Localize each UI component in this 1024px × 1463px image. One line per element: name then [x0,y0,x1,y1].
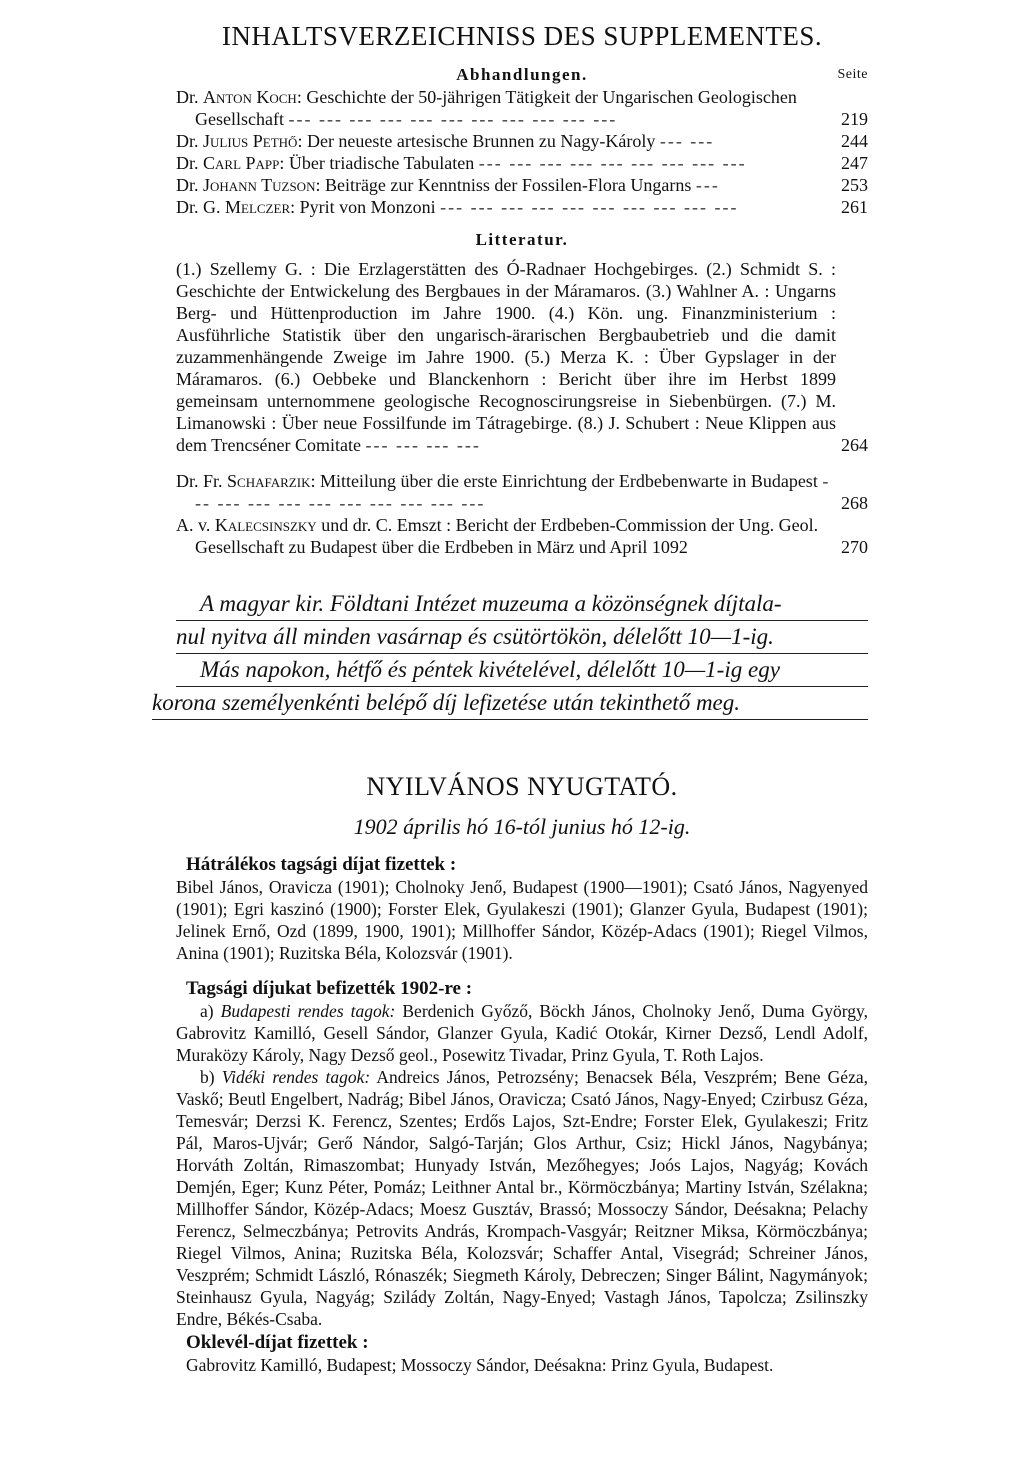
entry-prefix: Dr. G. [176,197,221,217]
budapesti-tagok [176,1000,868,1066]
entry-prefix: Dr. [176,175,199,195]
litteratur-page: 264 [841,435,868,455]
nyugtato-title: NYILVÁNOS NYUGTATÓ. [366,772,678,801]
oklevel-heading: Oklevél-díjat fizettek : [186,1332,369,1353]
entry-title: : Beiträge zur Kenntniss der Fossilen-Flora Ungarns [315,175,692,195]
page-title: INHALTSVERZEICHNISS DES SUPPLEMENTES. [221,21,823,51]
entry-page: 244 [841,131,868,151]
abhandlungen-label: Abhandlungen. [456,65,588,84]
entry-title: : Geschichte der 50-jährigen Tätigkeit der Ungarischen Geologischen Gesellschaft [195,87,797,129]
entry-title: und dr. C. Emszt : Bericht der Erdbeben-Commission der Ung. Geol. Gesellschaft zu Budapest über die Erdbeben in März und April 1092 [195,515,819,557]
seite-label: Seite [837,67,868,82]
entry-author: Julius Pethő [203,131,298,151]
videki-list: Andreics János, Petrozsény; Benacsek Béla, Veszprém; Bene Géza, Vaskő; Beutl Engelbert, Nadrág; Bibel János, Oravicza; Csató János, Nagy-Enyed; Czirbusz Géza, Temesvár; Derzsi K. Ferencz, Szentes; Erdős Lajos, Szt-Endre; Forster Elek, Gyulakeszi; Fritz Pál, Maros-Ujvár; Gerő Nándor, Salgó-Tarján; Glos Arthur, Csiz; Hickl János, Nagybánya; Horváth Zoltán, Rimaszombat; Hunyady István, Mezőhegyes; Joós Lajos, Nagyág; Kovách Demjén, Eger; Kunz Péter, Pomáz; Leithner Antal br., Körmöczbánya; Martiny István, Szélakna; Millhoffer Sándor, Közép-Adacs; Moesz Gusztáv, Brassó; Mossoczy Sándor, Deésakna; Pelachy Ferencz, Selmeczbánya; Petrovits András, Krompach-Vasgyár; Reitzner Miksa, Körmöczbánya; Riegel Vilmos, Anina; Ruzitska Béla, Kolozsvár; Schaffer Antal, Visegrád; Schreiner János, Veszprém; Schmidt László, Rónaszék; Siegmeth Károly, Debreczen; Singer Bálint, Nagymányok; Steinhausz Gyula, Nagyág; Szilády Zoltán, Nagy-Enyed; Vastagh János, Tapolcza; Zsilinszky Endre, Békés-Csaba. [176,1067,868,1329]
entry-author: Kalecsinszky [214,515,317,535]
toc-entry[interactable] [176,86,868,130]
entry-title: : Pyrit von Monzoni [290,197,436,217]
litteratur-heading: Litteratur. [475,230,569,249]
hatralekos-heading: Hátrálékos tagsági díjat fizettek : [186,854,457,875]
entry-page: 268 [841,493,868,513]
entry-prefix: Dr. Fr. [176,471,223,491]
museum-notice [152,588,868,720]
litteratur-text: (1.) Szellemy G. : Die Erzlagerstätten des Ó-Radnaer Hochgebirges. (2.) Schmidt S. : Geschichte der Entwickelung des Bergbaues in der Máramaros. (3.) Wahlner A. : Ungarns Berg- und Hüttenproduction im Jahre 1900. (4.) Kön. ung. Finanzministerium : Ausführliche Statistik über den ungarisch-ärarischen Bergbaubetrieb und die damit zuzammenhängende Zweige im Jahre 1900. (5.) Merza K. : Über Gypslager in der Máramaros. (6.) Oebbeke und Blanckenhorn : Bericht über ihre im Herbst 1899 gemeinsam unternommene geologische Recognoscirungsreise in Siebenbürgen. (7.) M. Limanowski : Über neue Fossilfunde im Tátragebirge. (8.) J. Schubert : Neue Klippen aus dem Trencséner Comitate [176,259,836,455]
entry-prefix: Dr. [176,153,199,173]
videki-label: Vidéki rendes tagok: [221,1067,371,1087]
videki-tagok [176,1066,868,1330]
tagsagi-heading: Tagsági díjukat befizették 1902-re : [186,978,473,999]
leader-dots: --- --- --- --- --- --- --- --- --- [478,153,747,173]
entry-page: 219 [841,109,868,129]
videki-prefix: b) [200,1067,215,1087]
toc-entry[interactable] [176,196,868,218]
hatralekos-list: Bibel János, Oravicza (1901); Cholnoky Jenő, Budapest (1900—1901); Csató János, Nagyenyed (1901); Egri kaszinó (1900); Forster Elek, Gyulakeszi (1901); Glanzer Gyula, Budapest (1901); Jelinek Ernő, Ozd (1899, 1900, 1901); Millhoffer Sándor, Közép-Adacs (1901); Riegel Vilmos, Anina (1901); Ruzitska Béla, Kolozsvár (1901). [176,877,868,963]
leader-dots: --- --- --- --- --- --- --- --- --- --- --- [288,109,618,129]
notice-line: Más napokon, hétfő és péntek kivételével, délelőtt 10—1-ig egy [176,654,868,687]
leader-dots: --- --- [659,131,715,151]
entry-author: Anton Koch [203,87,297,107]
document-page [152,20,868,1376]
toc-entry[interactable] [176,130,868,152]
leader-dots: --- [695,175,720,195]
leader-dots: --- --- --- --- [365,435,481,455]
more-entries-list [176,470,868,558]
leader-dots: --- --- --- --- --- --- --- --- --- --- [195,471,831,513]
budapesti-prefix: a) [200,1001,214,1021]
entry-author: Carl Papp [203,153,280,173]
abhandlungen-list [176,86,868,218]
toc-entry[interactable] [176,152,868,174]
budapesti-list: Berdenich Győző, Böckh János, Cholnoky Jenő, Duma György, Gabrovitz Kamilló, Gesell Sándor, Glanzer Gyula, Kadić Otokár, Kirner Dezső, Lendl Adolf, Muraközy Károly, Nagy Dezső geol., Posewitz Tivadar, Prinz Gyula, T. Roth Lajos. [176,1001,868,1065]
nyugtato-date: 1902 április hó 16-tól junius hó 12-ig. [353,814,691,839]
entry-author: Schafarzik [227,471,311,491]
entry-prefix: A. v. [176,515,211,535]
entry-author: Melczer [225,197,291,217]
entry-page: 270 [841,537,868,557]
entry-page: 261 [841,197,868,217]
entry-title: : Mitteilung über die erste Einrichtung der Erdbebenwarte in Budapest [310,471,818,491]
toc-entry[interactable] [176,470,868,514]
litteratur-entry[interactable] [176,258,868,456]
entry-page: 253 [841,175,868,195]
notice-line: A magyar kir. Földtani Intézet muzeuma a közönségnek díjtala- [176,588,868,621]
entry-author: Johann Tuzson [203,175,316,195]
toc-entry[interactable] [176,174,868,196]
toc-entry[interactable] [176,514,868,558]
entry-page: 247 [841,153,868,173]
entry-prefix: Dr. [176,87,199,107]
entry-title: : Der neueste artesische Brunnen zu Nagy-Károly [297,131,656,151]
leader-dots: --- --- --- --- --- --- --- --- --- --- [440,197,739,217]
abhandlungen-heading [176,64,868,86]
entry-title: : Über triadische Tabulaten [279,153,475,173]
oklevel-list: Gabrovitz Kamilló, Budapest; Mossoczy Sándor, Deésakna: Prinz Gyula, Budapest. [186,1355,774,1375]
notice-line: nul nyitva áll minden vasárnap és csütörtökön, délelőtt 10—1-ig. [176,621,868,654]
budapesti-label: Budapesti rendes tagok: [220,1001,396,1021]
notice-line: korona személyenkénti belépő díj lefizetése után tekinthető meg. [152,687,868,720]
entry-prefix: Dr. [176,131,199,151]
